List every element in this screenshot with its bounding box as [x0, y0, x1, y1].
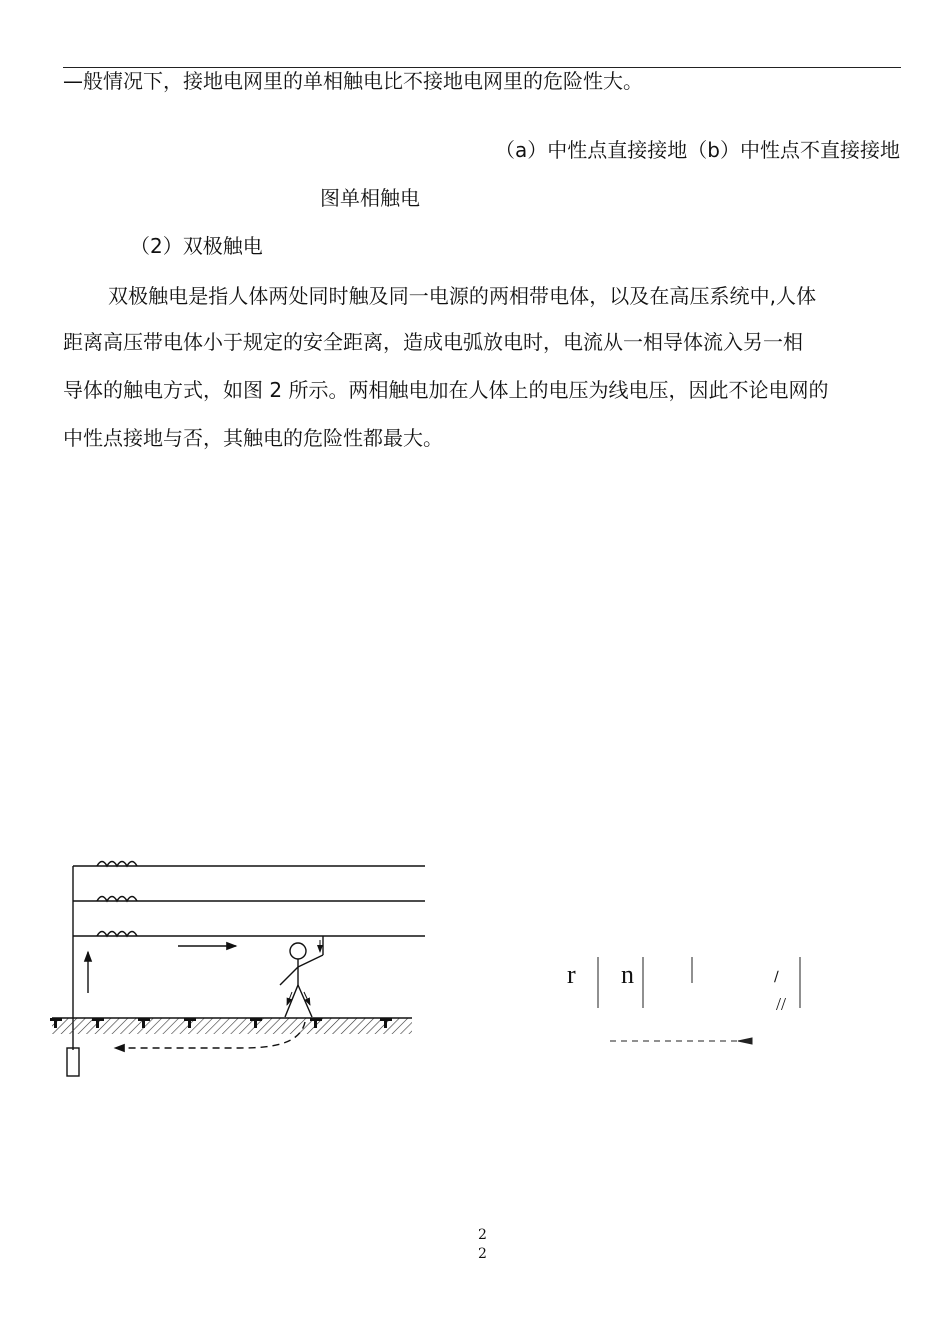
page-number-top: 2	[478, 1227, 487, 1243]
slash-mark: ∕	[774, 969, 779, 985]
figure-subcaption: （a）中性点直接接地（b）中性点不直接接地	[495, 138, 900, 162]
paragraph-line-4: 中性点接地与否，其触电的危险性都最大。	[63, 426, 443, 450]
paragraph-line-1: 双极触电是指人体两处同时触及同一电源的两相带电体，以及在高压系统中,人体	[108, 284, 817, 308]
section-heading: （2）双极触电	[130, 234, 263, 258]
person-head	[290, 943, 306, 959]
paragraph-line-2: 距离高压带电体小于规定的安全距离，造成电弧放电时，电流从一相导体流入另一相	[63, 330, 803, 354]
figure-caption: 图单相触电	[320, 186, 420, 210]
ground-hatch	[52, 1018, 412, 1034]
double-slash-mark: //	[776, 994, 787, 1014]
person-leg-right	[298, 985, 312, 1017]
person-arm-right	[298, 955, 323, 967]
page-number-bottom: 2	[478, 1246, 487, 1262]
person-leg-left	[285, 985, 298, 1017]
label-r: r	[567, 960, 576, 989]
small-arrow-leg-right	[304, 992, 310, 1005]
paragraph-line-3: 导体的触电方式，如图 2 所示。两相触电加在人体上的电压为线电压，因此不论电网的	[63, 378, 829, 402]
intro-line: —般情况下，接地电网里的单相触电比不接地电网里的危险性大。	[63, 69, 643, 93]
ground-electrode	[67, 1048, 79, 1076]
person-arm-left	[280, 967, 298, 985]
label-n: n	[621, 960, 634, 989]
